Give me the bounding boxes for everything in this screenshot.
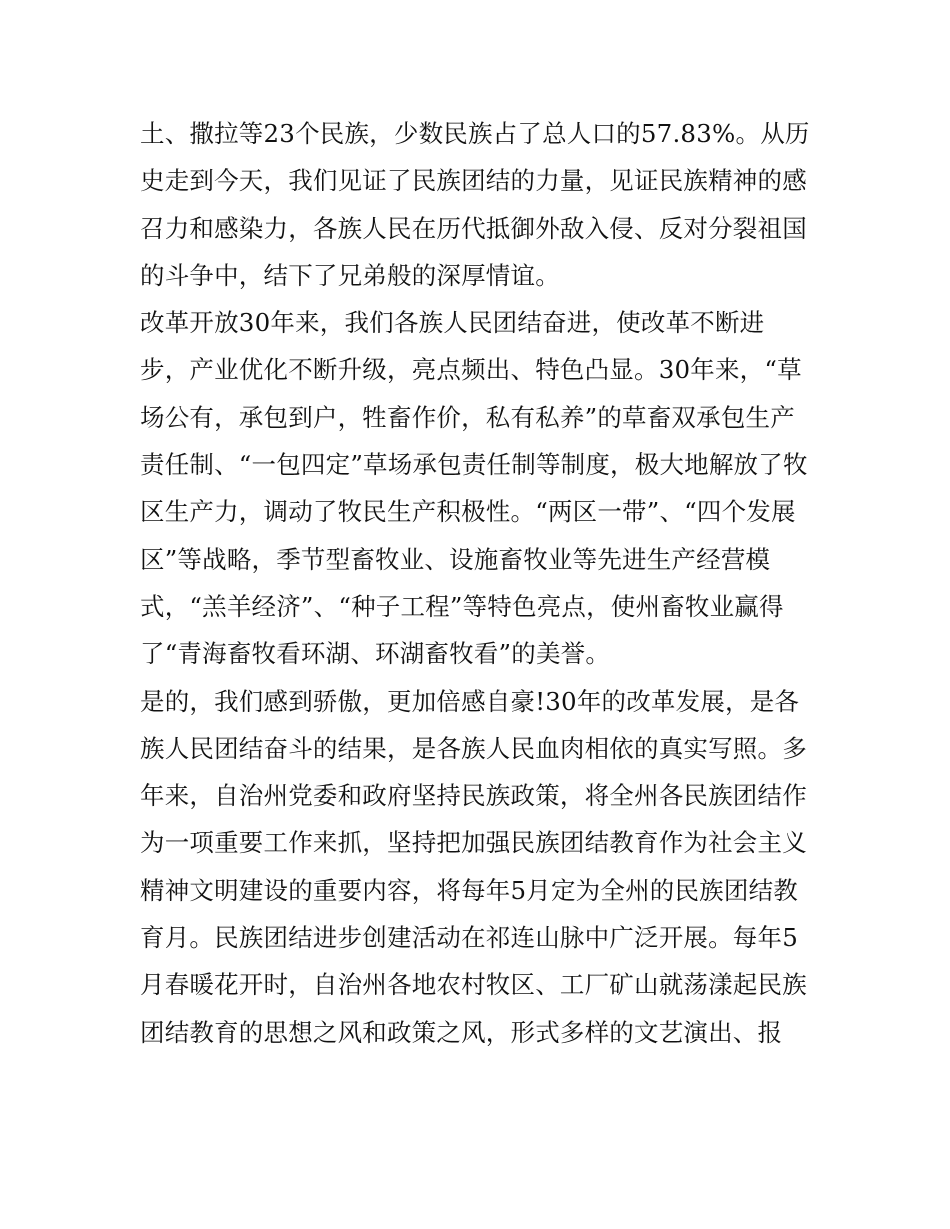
text-line: 史走到今天，我们见证了民族团结的力量，见证民族精神的感 [140,166,807,196]
text-line: 月春暖花开时，自治州各地农村牧区、工厂矿山就荡漾起民族 [140,970,807,1000]
text-line: 精神文明建设的重要内容，将每年5月定为全州的民族团结教 [140,875,798,905]
text-line: 责任制、“一包四定”草场承包责任制等制度，极大地解放了牧 [140,450,808,480]
text-line: 式，“羔羊经济”、“种子工程”等特色亮点，使州畜牧业赢得 [140,591,784,621]
text-line: 族人民团结奋斗的结果，是各族人民血肉相依的真实写照。多 [140,733,807,763]
text-line: 了“青海畜牧看环湖、环湖畜牧看”的美誉。 [140,639,611,669]
text-line: 的斗争中，结下了兄弟般的深厚情谊。 [140,260,560,290]
text-line: 场公有，承包到户，牲畜作价，私有私养”的草畜双承包生产 [140,402,795,432]
text-line: 团结教育的思想之风和政策之风，形式多样的文艺演出、报 [140,1017,783,1047]
text-line: 区生产力，调动了牧民生产积极性。“两区一带”、“四个发展 [140,497,796,527]
text-line: 土、撒拉等23个民族，少数民族占了总人口的57.83%。从历 [140,119,810,148]
text-line: 是的，我们感到骄傲，更加倍感自豪!30年的改革发展，是各 [140,686,800,716]
text-line: 育月。民族团结进步创建活动在祁连山脉中广泛开展。每年5 [140,923,798,953]
text-line: 区”等战略，季节型畜牧业、设施畜牧业等先进生产经营模 [140,544,771,574]
text-line: 改革开放30年来，我们各族人民团结奋进，使改革不断进 [140,308,765,338]
text-line: 年来，自治州党委和政府坚持民族政策，将全州各民族团结作 [140,781,807,811]
body-text [140,110,820,1056]
text-line: 步，产业优化不断升级，亮点频出、特色凸显。30年来，“草 [140,355,802,385]
text-line: 召力和感染力，各族人民在历代抵御外敌入侵、反对分裂祖国 [140,213,807,243]
text-line: 为一项重要工作来抓，坚持把加强民族团结教育作为社会主义 [140,828,807,858]
